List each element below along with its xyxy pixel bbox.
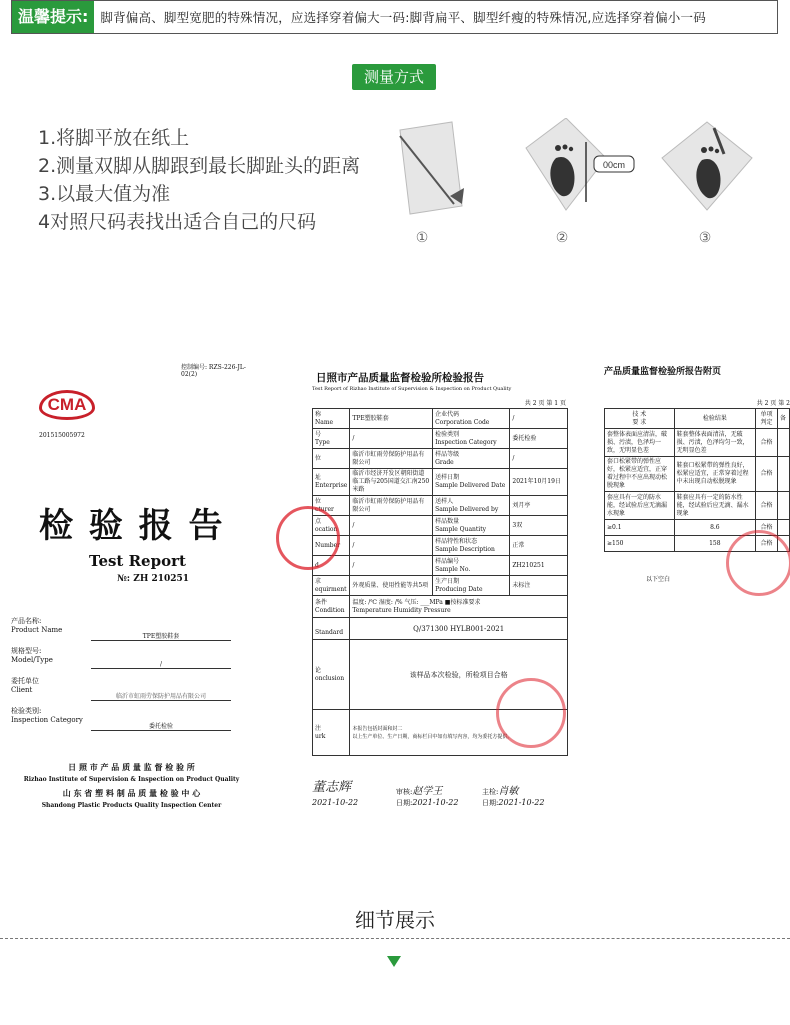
diagram-foot-measure [516, 118, 646, 218]
date-compiler: 2021-10-22 [312, 798, 359, 807]
report-cell: 生产日期 Producing Date [433, 576, 510, 596]
report-cell: Number [313, 536, 350, 556]
appendix-row [605, 429, 790, 457]
report-cell: 临沂市虹雨劳保防护用品有限公司 [350, 449, 433, 469]
report-cell: 临沂市经济开发区朝阳街道临工路与205国道交汇南250米路 [350, 469, 433, 496]
report-row [313, 469, 568, 496]
appendix-page-count: 共 2 页 第 2 [756, 400, 790, 407]
report-cell: 送样人 Sample Delivered by [433, 496, 510, 516]
field-model: 规格型号: Model/Type / [11, 646, 251, 676]
center-en: Shandong Plastic Products Quality Inspection Center [41, 802, 222, 809]
report-cell: 临沂市虹雨劳保防护用品有限公司 [350, 496, 433, 516]
diagram-number-3: ③ [698, 230, 712, 246]
tip-text: 脚背偏高、脚型宽肥的特殊情况，应选择穿着偏大一码:脚背扁平、脚型纤瘦的特殊情况,应选择穿着偏小一码 [100, 10, 706, 25]
report-cell: d [313, 556, 350, 576]
report-title-en: Test Report [89, 552, 186, 570]
report-cell: 正常 [510, 536, 568, 556]
measure-steps [38, 124, 360, 236]
report-cell: / [510, 409, 568, 429]
appendix-cell: 合格 [756, 429, 778, 457]
report-cell: 外观质量、使用性能等共5项 [350, 576, 433, 596]
report-cell: 号 Type [313, 429, 350, 449]
cma-logo: CMA [39, 390, 95, 420]
seal-stamp-appendix [726, 530, 790, 596]
report-cover [9, 338, 254, 848]
control-code: 控制编号: RZS-226-JL-02(2) [181, 364, 246, 378]
ruler-label: 00cm [602, 160, 626, 170]
appendix-header: 技 术 要 求 检验结果 单项 判定 备 [605, 409, 790, 429]
approve-signature: 主检:肖敏 [482, 786, 519, 797]
seal-stamp-conclusion [496, 678, 566, 748]
audit-date: 日期:2021-10-22 [396, 798, 459, 807]
report-cell: TPE塑胶鞋套 [350, 409, 433, 429]
appendix-blank: 以下空白 [646, 576, 671, 583]
report-row [313, 516, 568, 536]
diagram-paper-pen [392, 118, 512, 218]
diagram-number-1: ① [415, 230, 429, 246]
report-cell: 送样日期 Sample Delivered Date [433, 469, 510, 496]
cover-fields [11, 616, 251, 736]
report-row [313, 536, 568, 556]
appendix-cell: 合格 [756, 457, 778, 492]
report-row [313, 429, 568, 449]
appendix-cell: 合格 [756, 520, 778, 536]
approve-date: 日期:2021-10-22 [482, 798, 545, 807]
step-3: 3.以最大值为准 [38, 183, 171, 205]
report-cell: 2021年10月19日 [510, 469, 568, 496]
field-product: 产品名称: Product Name TPE塑胶鞋套 [11, 616, 251, 646]
appendix-cell: 套整体表面应清洁，破损、污渍，色泽均一致，无明显色差 [605, 429, 675, 457]
cma-text: MA [59, 395, 87, 414]
report-row [313, 449, 568, 469]
report-title-cn: 检 验 报 告 [39, 506, 225, 546]
report-row [313, 496, 568, 516]
appendix-title: 产品质量监督检验所报告附页 [604, 367, 722, 377]
report-cell: 称 Name [313, 409, 350, 429]
report-row [313, 556, 568, 576]
report-cell: 检验类别 Inspection Category [433, 429, 510, 449]
report-cell: 点 ocation [313, 516, 350, 536]
appendix-row [605, 457, 790, 492]
report-page-title: 日照市产品质量监督检验所检验报告 [316, 372, 484, 384]
appendix-row [605, 492, 790, 520]
report-cell: 位 [313, 449, 350, 469]
tip-label: 温馨提示: [12, 1, 94, 33]
appendix-cell: 鞋套口松紧带的弹性良好，松紧应适宜，正常穿着过程中未出现自动松脱现象 [674, 457, 755, 492]
appendix-cell: ≥150 [605, 536, 675, 552]
report-cell: 样品特性和状态 Sample Description [433, 536, 510, 556]
report-row [313, 576, 568, 596]
report-cell: 样品编号 Sample No. [433, 556, 510, 576]
seal-stamp-left [276, 506, 340, 570]
signature-compiler: 董志辉 [312, 780, 352, 795]
appendix-cell: 158 [674, 536, 755, 552]
down-arrow-icon [387, 956, 401, 967]
report-cell: / [350, 536, 433, 556]
appendix-cell: ≥0.1 [605, 520, 675, 536]
appendix-cell: 合格 [756, 492, 778, 520]
center-cn: 山 东 省 塑 料 制 品 质 量 检 验 中 心 [62, 788, 201, 798]
appendix-cell: 鞋套整体表面清洁，无破损、污渍，色泽均匀一致，无明显色差 [674, 429, 755, 457]
report-cell: 址 Enterprise [313, 469, 350, 496]
diagram-number-2: ② [555, 230, 569, 246]
report-number: №: ZH 210251 [117, 574, 190, 584]
institute-en: Rizhao Institute of Supervision & Inspection on Product Quality [23, 776, 240, 783]
section-divider [0, 938, 790, 939]
report-cell: / [510, 449, 568, 469]
detail-title: 细节展示 [355, 908, 435, 932]
report-cell: 求 equirment [313, 576, 350, 596]
audit-signature: 审核:赵学王 [396, 786, 443, 797]
appendix-cell: 套口松紧带的弹性应好，松紧应适宜，正穿着过程中不应出现动松脱现象 [605, 457, 675, 492]
row-standard: Standard Q/371300 HYLB001-2021 [313, 618, 568, 640]
report-cell: ZH210251 [510, 556, 568, 576]
appendix-cell: 8.6 [674, 520, 755, 536]
row-condition: 条件 Condition 温度: /℃ 湿度: /% 气压: ___MPa ■按标准要求 Temperature Humidity Pressure [313, 596, 568, 618]
institute-cn: 日 照 市 产 品 质 量 监 督 检 验 所 [68, 762, 195, 772]
appendix-cell: 合格 [756, 536, 778, 552]
report-cell: / [350, 516, 433, 536]
report-cell: 3双 [510, 516, 568, 536]
report-page-count: 共 2 页 第 1 页 [524, 400, 566, 407]
report-cell: / [350, 429, 433, 449]
report-cell: 未标注 [510, 576, 568, 596]
field-category: 检验类别: Inspection Category 委托检验 [11, 706, 251, 736]
report-page-1 [312, 358, 570, 848]
appendix-cell: 套应具有一定的防水能，经试验后应无滴漏水现象 [605, 492, 675, 520]
report-cell: 位 cturer [313, 496, 350, 516]
report-page-title-en: Test Report of Rizhao Institute of Supervision & Inspection on Product Quality [312, 386, 512, 392]
diagram-foot-trace [652, 118, 772, 218]
field-client: 委托单位 Client 临沂市虹雨劳保防护用品有限公司 [11, 676, 251, 706]
report-cell: 样品等级 Grade [433, 449, 510, 469]
cert-number: 201515005972 [39, 432, 85, 439]
report-row [313, 409, 568, 429]
step-2: 2.测量双脚从脚跟到最长脚趾头的距离 [38, 155, 361, 177]
paper-shape [400, 122, 462, 214]
appendix-cell: 鞋套应具有一定的防水性能，经试验后应无滴、漏水现象 [674, 492, 755, 520]
measure-title: 测量方式 [352, 64, 436, 90]
row-conclusion: 论 onclusion 该样品本次检验，所检项目合格 [313, 640, 568, 710]
report-cell: 企业代码 Corporation Code [433, 409, 510, 429]
report-cell: 刘月亭 [510, 496, 568, 516]
report-cell: 委托检验 [510, 429, 568, 449]
report-cell: / [350, 556, 433, 576]
step-4: 4对照尺码表找出适合自己的尺码 [38, 211, 317, 233]
row-remark: 注 urk 本报告包括封面和封二 以上生产单位、生产日期，商标栏目中如有填写内容，均为委托方提供。 [313, 710, 568, 756]
step-1: 1.将脚平放在纸上 [38, 127, 190, 149]
tip-bar [11, 0, 778, 34]
report-cell: 样品数量 Sample Quantity [433, 516, 510, 536]
